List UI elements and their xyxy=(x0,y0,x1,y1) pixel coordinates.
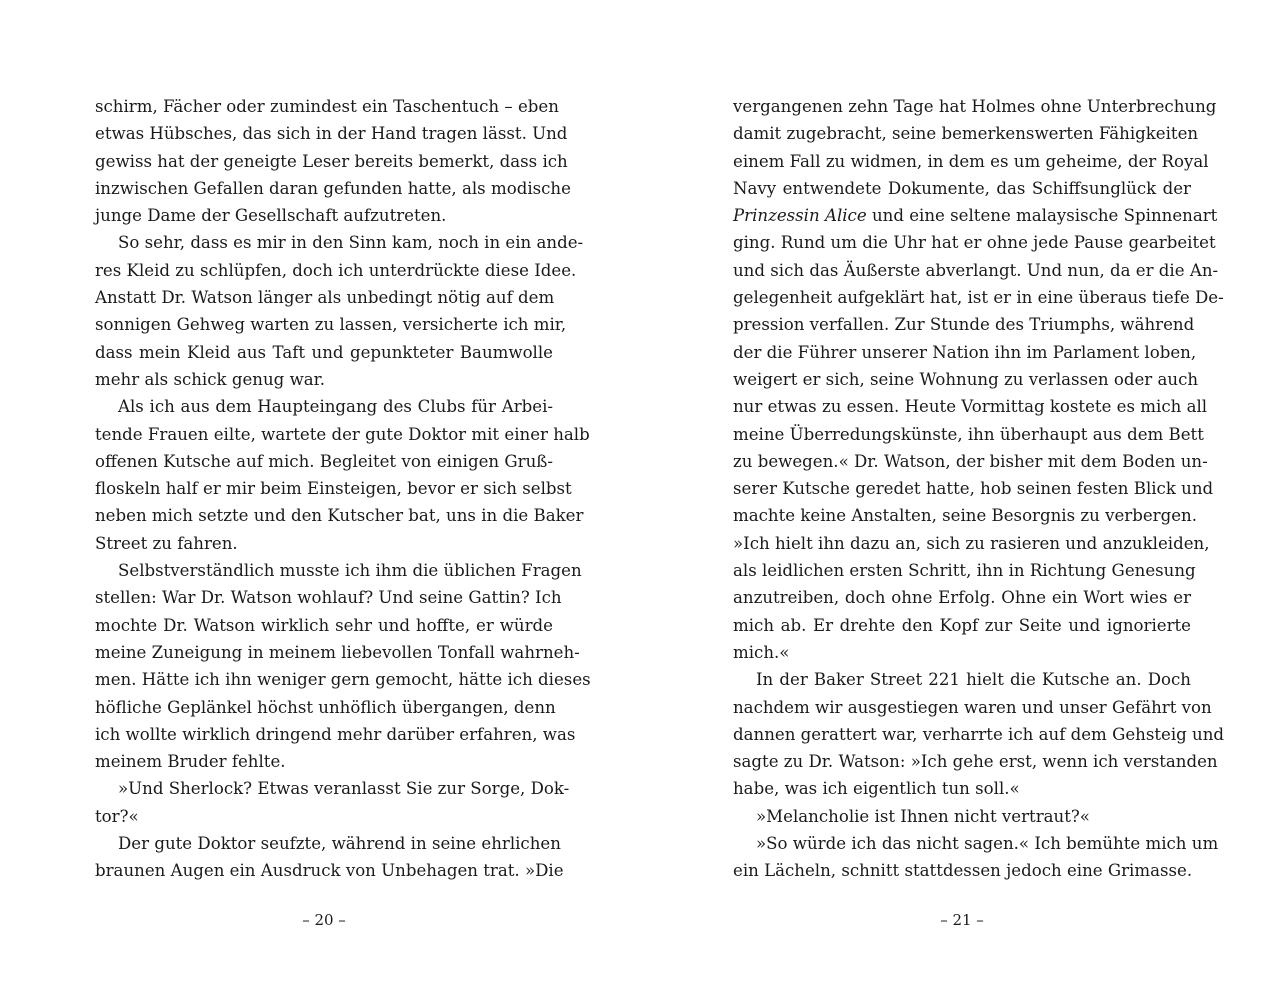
text-line: habe, was ich eigentlich tun soll.« xyxy=(733,779,1020,799)
page-number: – 21 – xyxy=(940,911,984,929)
text-line: Anstatt Dr. Watson länger als unbedingt nötig auf dem xyxy=(95,288,555,308)
text-line: stellen: War Dr. Watson wohlauf? Und seine Gattin? Ich xyxy=(95,588,562,608)
text-line: machte keine Anstalten, seine Besorgnis zu verbergen. xyxy=(733,506,1198,526)
text-line: der die Führer unserer Nation ihn im Parlament loben, xyxy=(733,342,1197,362)
text-line: zu bewegen.« Dr. Watson, der bisher mit dem Boden un- xyxy=(733,451,1208,471)
text-line: mich ab. Er drehte den Kopf zur Seite und ignorierte xyxy=(733,615,1191,635)
right-page xyxy=(733,93,1225,885)
text-line: anzutreiben, doch ohne Erfolg. Ohne ein Wort wies er xyxy=(733,588,1191,608)
text-line: mehr als schick genug war. xyxy=(95,369,326,389)
text-line: In der Baker Street 221 hielt die Kutsche an. Doch xyxy=(756,670,1191,690)
text-line: tor?« xyxy=(95,806,139,826)
text-line: dass mein Kleid aus Taft und gepunkteter Baumwolle xyxy=(95,342,553,362)
text-line: tende Frauen eilte, wartete der gute Doktor mit einer halb xyxy=(95,424,590,444)
text-line: serer Kutsche geredet hatte, hob seinen festen Blick und xyxy=(733,479,1214,499)
text-line: sonnigen Gehweg warten zu lassen, versicherte ich mir, xyxy=(95,315,567,335)
text-line: vergangenen zehn Tage hat Holmes ohne Unterbrechung xyxy=(733,97,1217,116)
text-line: gelegenheit aufgeklärt hat, ist er in eine überaus tiefe De- xyxy=(733,288,1224,308)
text-line: mochte Dr. Watson wirklich sehr und hoffte, er würde xyxy=(95,615,553,635)
text-line: inzwischen Gefallen daran gefunden hatte, als modische xyxy=(95,178,571,198)
left-page xyxy=(95,93,591,885)
text-line: Der gute Doktor seufzte, während in seine ehrlichen xyxy=(118,834,561,854)
text-line: meine Überredungskünste, ihn überhaupt aus dem Bett xyxy=(733,424,1204,444)
text-line: meinem Bruder fehlte. xyxy=(95,752,286,772)
text-line: Selbstverständlich musste ich ihm die üblichen Fragen xyxy=(118,561,582,581)
text-line: ich wollte wirklich dringend mehr darüber erfahren, was xyxy=(95,724,576,744)
text-line: neben mich setzte und den Kutscher bat, uns in die Baker xyxy=(95,506,584,526)
text-line: »Ich hielt ihn dazu an, sich zu rasieren und anzukleiden, xyxy=(733,533,1210,553)
text-line: pression verfallen. Zur Stunde des Triumphs, während xyxy=(733,315,1195,335)
text-line: etwas Hübsches, das sich in der Hand tragen lässt. Und xyxy=(95,124,568,144)
text-line: meine Zuneigung in meinem liebevollen Tonfall wahrneh- xyxy=(95,642,580,662)
text-line: floskeln half er mir beim Einsteigen, bevor er sich selbst xyxy=(95,479,572,499)
text-line-rest: und eine seltene malaysische Spinnenart xyxy=(866,206,1218,226)
text-line: »So würde ich das nicht sagen.« Ich bemühte mich um xyxy=(756,834,1219,854)
text-line: sagte zu Dr. Watson: »Ich gehe erst, wenn ich verstanden xyxy=(733,752,1218,772)
text-line: als leidlichen ersten Schritt, ihn in Richtung Genesung xyxy=(733,561,1196,581)
text-line: einem Fall zu widmen, in dem es um geheime, der Royal xyxy=(733,151,1209,171)
text-line: ein Lächeln, schnitt stattdessen jedoch eine Grimasse. xyxy=(733,861,1193,881)
text-line: ging. Rund um die Uhr hat er ohne jede Pause gearbeitet xyxy=(733,233,1216,253)
text-line: »Und Sherlock? Etwas veranlasst Sie zur Sorge, Dok- xyxy=(118,779,570,799)
text-line: höfliche Geplänkel höchst unhöflich übergangen, denn xyxy=(95,697,556,717)
page-number: – 20 – xyxy=(302,911,346,929)
text-line: men. Hätte ich ihn weniger gern gemocht, hätte ich dieses xyxy=(95,670,591,690)
text-line xyxy=(733,202,1218,229)
text-line: braunen Augen ein Ausdruck von Unbehagen trat. »Die xyxy=(95,861,564,881)
text-line: dannen gerattert war, verharrte ich auf dem Gehsteig und xyxy=(733,724,1225,744)
text-line: res Kleid zu schlüpfen, doch ich unterdrückte diese Idee. xyxy=(95,260,577,280)
text-line: »Melancholie ist Ihnen nicht vertraut?« xyxy=(756,806,1090,826)
text-line: weigert er sich, seine Wohnung zu verlassen oder auch xyxy=(733,369,1199,389)
text-line: schirm, Fächer oder zumindest ein Taschentuch – eben xyxy=(95,97,559,116)
text-line: So sehr, dass es mir in den Sinn kam, noch in ein ande- xyxy=(118,233,584,253)
text-line: damit zugebracht, seine bemerkenswerten Fähigkeiten xyxy=(733,124,1199,144)
text-line: Als ich aus dem Haupteingang des Clubs für Arbei- xyxy=(118,397,553,417)
text-line: Navy entwendete Dokumente, das Schiffsunglück der xyxy=(733,178,1191,198)
book-title-italic: Prinzessin Alice xyxy=(733,206,867,226)
text-line: gewiss hat der geneigte Leser bereits bemerkt, dass ich xyxy=(95,151,568,171)
text-line: nachdem wir ausgestiegen waren und unser Gefährt von xyxy=(733,697,1212,717)
text-line: nur etwas zu essen. Heute Vormittag kostete es mich all xyxy=(733,397,1208,417)
text-line: mich.« xyxy=(733,642,790,662)
text-line: und sich das Äußerste abverlangt. Und nun, da er die An- xyxy=(733,260,1219,280)
text-line: Street zu fahren. xyxy=(95,533,238,553)
text-line: junge Dame der Gesellschaft aufzutreten. xyxy=(95,206,447,226)
text-line: offenen Kutsche auf mich. Begleitet von einigen Gruß- xyxy=(95,451,553,471)
